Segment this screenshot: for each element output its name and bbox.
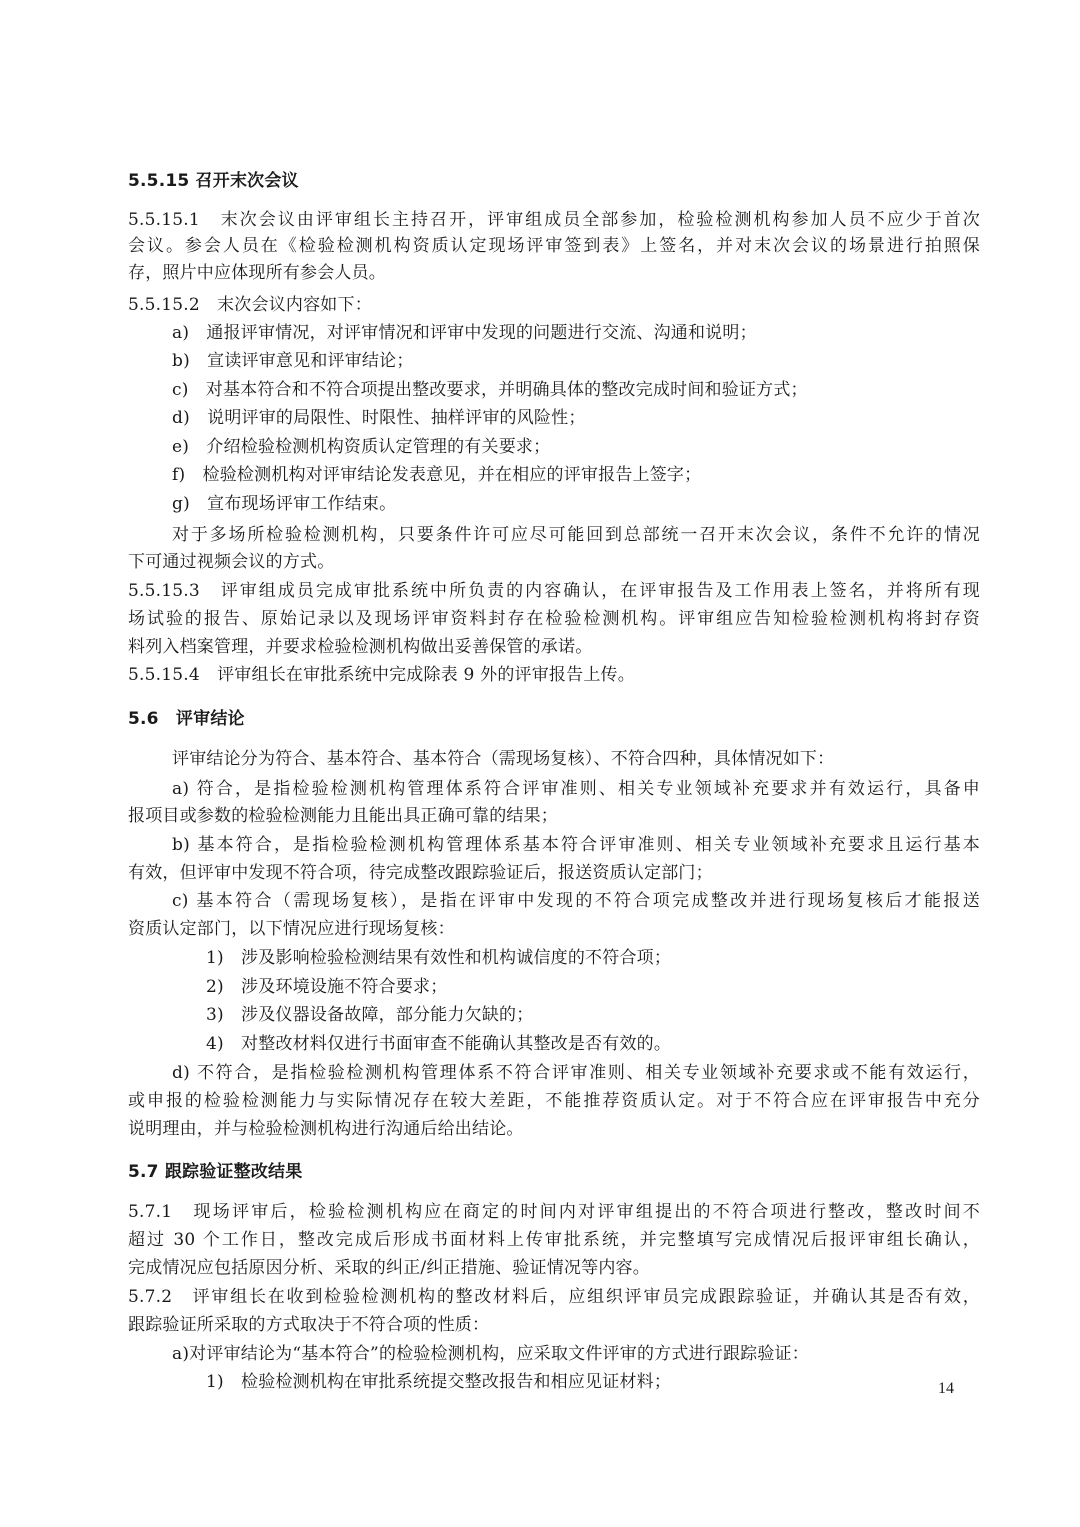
paragraph-line: b) 基本符合，是指检验检测机构管理体系基本符合评审准则、相关专业领域补充要求且运行基本	[172, 835, 980, 855]
paragraph-line: 5.5.15.1 末次会议由评审组长主持召开，评审组成员全部参加，检验检测机构参加人员不应少于首次	[128, 210, 980, 230]
paragraph-line: 跟踪验证所采取的方式取决于不符合项的性质：	[128, 1315, 490, 1335]
list-item: d) 说明评审的局限性、时限性、抽样评审的风险性；	[172, 408, 586, 428]
paragraph-line: 存，照片中应体现所有参会人员。	[128, 263, 386, 283]
paragraph-line: 料列入档案管理，并要求检验检测机构做出妥善保管的承诺。	[128, 637, 593, 657]
paragraph-line: 下可通过视频会议的方式。	[128, 552, 335, 572]
paragraph-line: 5.5.15.3 评审组成员完成审批系统中所负责的内容确认，在评审报告及工作用表上签名，并将所有现	[128, 581, 980, 601]
paragraph-line: a) 符合，是指检验检测机构管理体系符合评审准则、相关专业领域补充要求并有效运行，具备申	[172, 779, 980, 799]
list-item: 3) 涉及仪器设备故障，部分能力欠缺的；	[206, 1005, 534, 1025]
list-item: a) 通报评审情况，对评审情况和评审中发现的问题进行交流、沟通和说明；	[172, 323, 757, 343]
list-item: 4) 对整改材料仅进行书面审查不能确认其整改是否有效的。	[206, 1034, 672, 1054]
paragraph-line: 有效，但评审中发现不符合项，待完成整改跟踪验证后，报送资质认定部门；	[128, 863, 713, 883]
section-heading-5-6: 5.6 评审结论	[128, 709, 245, 729]
paragraph-line: 超过 30 个工作日，整改完成后形成书面材料上传审批系统，并完整填写完成情况后报评审组长确认，	[128, 1230, 980, 1250]
paragraph-line: 或申报的检验检测能力与实际情况存在较大差距，不能推荐资质认定。对于不符合应在评审报告中充分	[128, 1091, 980, 1111]
list-item: f) 检验检测机构对评审结论发表意见，并在相应的评审报告上签字；	[172, 465, 702, 485]
paragraph-line: d) 不符合，是指检验检测机构管理体系不符合评审准则、相关专业领域补充要求或不能有效运行，	[172, 1063, 980, 1083]
paragraph-line: 5.5.15.4 评审组长在审批系统中完成除表 9 外的评审报告上传。	[128, 665, 635, 685]
page-number: 14	[938, 1380, 954, 1397]
section-heading-5-5-15: 5.5.15 召开末次会议	[128, 171, 299, 191]
paragraph-line: 资质认定部门，以下情况应进行现场复核：	[128, 919, 455, 939]
paragraph-line: 5.5.15.2 末次会议内容如下：	[128, 295, 372, 315]
paragraph-line: 评审结论分为符合、基本符合、基本符合（需现场复核）、不符合四种，具体情况如下：	[172, 749, 835, 769]
list-item: 1) 涉及影响检验检测结果有效性和机构诚信度的不符合项；	[206, 948, 672, 968]
paragraph-line: a)对评审结论为“基本符合”的检验检测机构，应采取文件评审的方式进行跟踪验证：	[172, 1344, 809, 1364]
paragraph-line: 对于多场所检验检测机构，只要条件许可应尽可能回到总部统一召开末次会议，条件不允许的情况	[172, 525, 980, 545]
paragraph-line: 说明理由，并与检验检测机构进行沟通后给出结论。	[128, 1119, 524, 1139]
paragraph-line: 会议。参会人员在《检验检测机构资质认定现场评审签到表》上签名，并对末次会议的场景进行拍照保	[128, 236, 980, 256]
list-item: g) 宣布现场评审工作结束。	[172, 494, 397, 514]
list-item: c) 对基本符合和不符合项提出整改要求，并明确具体的整改完成时间和验证方式；	[172, 380, 808, 400]
list-item: 1) 检验检测机构在审批系统提交整改报告和相应见证材料；	[206, 1372, 672, 1392]
list-item: e) 介绍检验检测机构资质认定管理的有关要求；	[172, 437, 551, 457]
list-item: 2) 涉及环境设施不符合要求；	[206, 977, 448, 997]
paragraph-line: 场试验的报告、原始记录以及现场评审资料封存在检验检测机构。评审组应告知检验检测机构将封存资	[128, 609, 980, 629]
list-item: b) 宣读评审意见和评审结论；	[172, 351, 414, 371]
paragraph-line: 完成情况应包括原因分析、采取的纠正/纠正措施、验证情况等内容。	[128, 1258, 650, 1278]
paragraph-line: 5.7.2 评审组长在收到检验检测机构的整改材料后，应组织评审员完成跟踪验证，并确认其是否有效，	[128, 1287, 980, 1307]
section-heading-5-7: 5.7 跟踪验证整改结果	[128, 1162, 303, 1182]
paragraph-line: 5.7.1 现场评审后，检验检测机构应在商定的时间内对评审组提出的不符合项进行整改，整改时间不	[128, 1202, 980, 1222]
paragraph-line: c) 基本符合（需现场复核），是指在评审中发现的不符合项完成整改并进行现场复核后才能报送	[172, 891, 980, 911]
paragraph-line: 报项目或参数的检验检测能力且能出具正确可靠的结果；	[128, 806, 558, 826]
